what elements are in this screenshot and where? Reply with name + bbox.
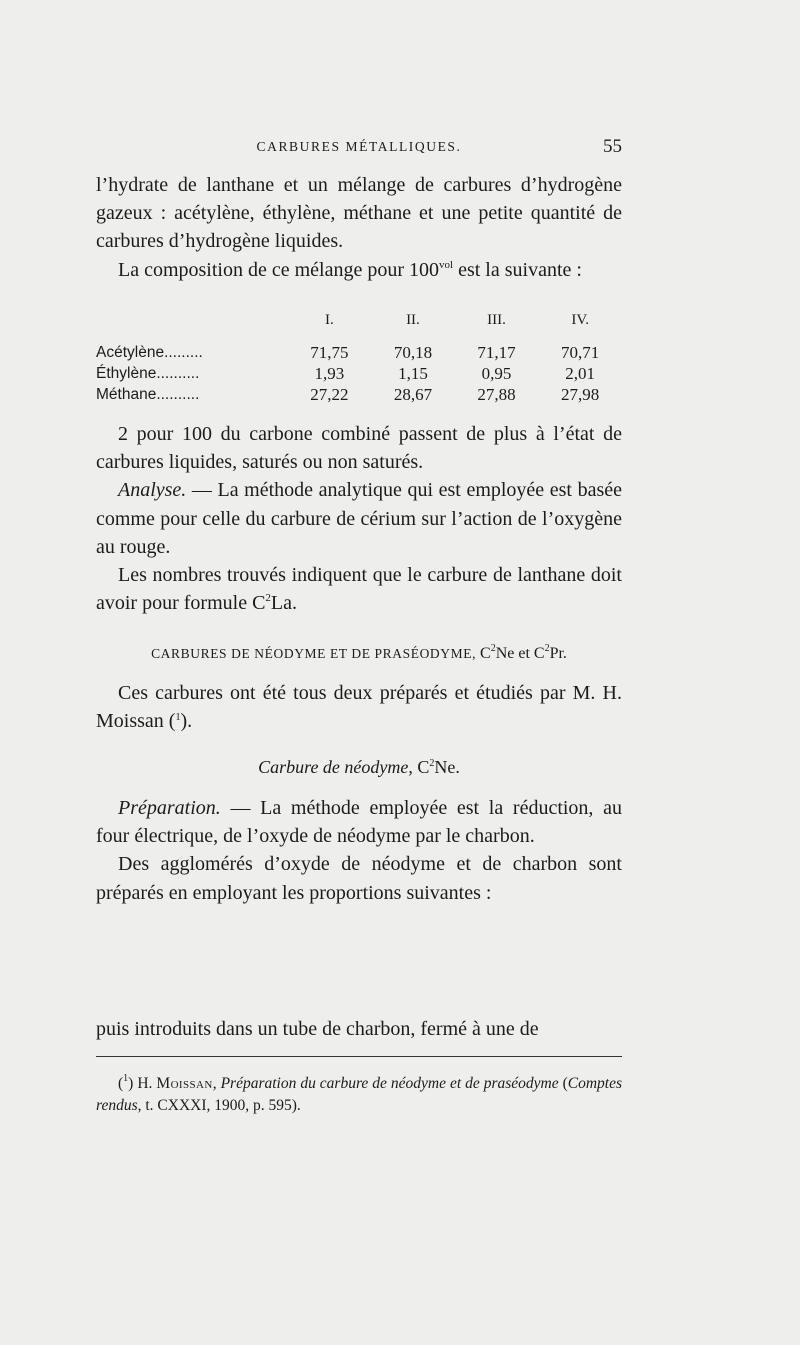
formula-letter: C bbox=[417, 757, 430, 777]
moissan-end: ). bbox=[180, 710, 193, 733]
composition-text: La composition de ce mélange pour 100 bbox=[118, 258, 440, 281]
row-label: Méthane.......... bbox=[96, 385, 200, 403]
table-row bbox=[96, 342, 622, 363]
formula-element: Pr. bbox=[549, 645, 567, 662]
footnote-ref: 1 bbox=[175, 712, 181, 724]
analyse-title: Analyse. bbox=[118, 479, 187, 502]
paragraph-agglomeres: Des agglomérés d’oxyde de néodyme et de charbon sont préparés en employant les proportions suivantes : bbox=[96, 853, 622, 904]
preparation-text: — La méthode employée est la réduction, au four électrique, de l’oxyde de néodyme par le charbon. bbox=[96, 797, 622, 848]
column-header: II. bbox=[406, 312, 420, 328]
body-text-preparation bbox=[96, 794, 622, 907]
footnote-number: 1 bbox=[123, 1073, 129, 1084]
running-title: CARBURES MÉTALLIQUES. bbox=[256, 139, 462, 154]
footnote-reference: , t. CXXXI, 1900, p. 595). bbox=[137, 1097, 301, 1114]
volume-superscript: vol bbox=[439, 258, 454, 271]
paragraph-tube: puis introduits dans un tube de charbon, fermé à une de bbox=[96, 1018, 539, 1040]
paragraph-composition bbox=[96, 256, 622, 284]
sub-heading-formula bbox=[417, 757, 460, 777]
footnote-author: Moissan bbox=[156, 1075, 213, 1092]
page-header bbox=[96, 136, 622, 158]
body-text-top bbox=[96, 171, 622, 284]
paragraph-analyse bbox=[96, 476, 622, 561]
moissan-text: Ces carbures ont été tous deux préparés et étudiés par M. H. Moissan ( bbox=[96, 682, 622, 733]
paragraph-hydrate: l’hydrate de lanthane et un mélange de carbures d’hydrogène gazeux : acétylène, éthylène, méthane et une petite quantité de carbures d’hydrogène liquides. bbox=[96, 174, 622, 253]
composition-text-end: est la suivante : bbox=[453, 258, 582, 281]
footnote-title: Préparation du carbure de néodyme et de praséodyme bbox=[220, 1075, 559, 1092]
paragraph-carbone: 2 pour 100 du carbone combiné passent de plus à l’état de carbures liquides, saturés ou non saturés. bbox=[96, 423, 622, 474]
footnote-marker: ($^1$) bbox=[118, 1073, 134, 1092]
row-label: Acétylène......... bbox=[96, 343, 203, 361]
body-text-bottom bbox=[96, 1015, 622, 1043]
formula-element: Ne. bbox=[434, 757, 460, 777]
paragraph-preparation bbox=[96, 794, 622, 850]
composition-table bbox=[96, 312, 622, 405]
footnote-author-prefix: H. bbox=[137, 1075, 157, 1092]
section-heading-joiner: et bbox=[514, 645, 534, 662]
column-header: I. bbox=[324, 312, 334, 328]
formule-end: La. bbox=[270, 592, 297, 615]
table-cell: 27,22 bbox=[310, 384, 349, 404]
formula-superscript: 2 bbox=[265, 592, 271, 605]
formula-pr bbox=[534, 645, 567, 662]
column-header: IV. bbox=[571, 312, 589, 328]
formula-letter: C bbox=[533, 645, 545, 662]
table-cell: 71,17 bbox=[477, 342, 516, 362]
column-header: III. bbox=[487, 312, 506, 328]
sub-heading bbox=[96, 757, 622, 778]
preparation-title: Préparation. bbox=[118, 797, 221, 819]
table-cell: 1,93 bbox=[314, 363, 345, 383]
footnote-journal: Comptes rendus bbox=[96, 1075, 623, 1114]
page-number: 55 bbox=[603, 136, 622, 157]
formula-letter: C bbox=[480, 645, 491, 662]
table-cell: 0,95 bbox=[481, 363, 512, 383]
table-cell: 27,98 bbox=[561, 384, 600, 404]
formula-sup: 2 bbox=[544, 643, 550, 654]
table-row bbox=[96, 384, 622, 405]
paragraph-moissan bbox=[96, 679, 622, 735]
table-cell: 70,71 bbox=[561, 342, 600, 362]
sub-heading-text: Carbure de néodyme, bbox=[258, 757, 418, 777]
table-cell: 1,15 bbox=[398, 363, 428, 383]
formula-element: Ne bbox=[495, 645, 515, 662]
section-heading bbox=[96, 645, 622, 663]
table-cell: 70,18 bbox=[393, 342, 433, 362]
table-row bbox=[96, 363, 622, 384]
body-text-intro bbox=[96, 679, 622, 735]
table-cell: 28,67 bbox=[393, 384, 433, 404]
paragraph-formule bbox=[96, 561, 622, 617]
formula-ne bbox=[480, 645, 514, 662]
formula-sup: 2 bbox=[429, 758, 435, 769]
footnote-rule bbox=[96, 1056, 622, 1057]
section-heading-text: CARBURES DE NÉODYME ET DE PRASÉODYME, bbox=[151, 646, 481, 661]
analyse-text: — La méthode analytique qui est employée est basée comme pour celle du carbure de cérium sur l’action de l’oxygène au rouge. bbox=[96, 479, 622, 558]
formule-text: Les nombres trouvés indiquent que le carbure de lanthane doit avoir pour formule C bbox=[96, 564, 622, 615]
body-text-middle bbox=[96, 420, 622, 617]
table-cell: 2,01 bbox=[565, 363, 596, 383]
composition-table-wrap bbox=[96, 312, 622, 405]
formula-sup: 2 bbox=[490, 643, 496, 654]
table-cell: 27,88 bbox=[477, 384, 516, 404]
table-header-row bbox=[96, 312, 622, 342]
row-label: Éthylène.......... bbox=[96, 364, 200, 382]
table-cell: 71,75 bbox=[310, 342, 349, 362]
footnote: ($^1$) H. Moissan, Préparation du carbure de néodyme et de praséodyme (Comptes rendus, t. CXXXI, 1900, p. 595). bbox=[96, 1073, 623, 1114]
